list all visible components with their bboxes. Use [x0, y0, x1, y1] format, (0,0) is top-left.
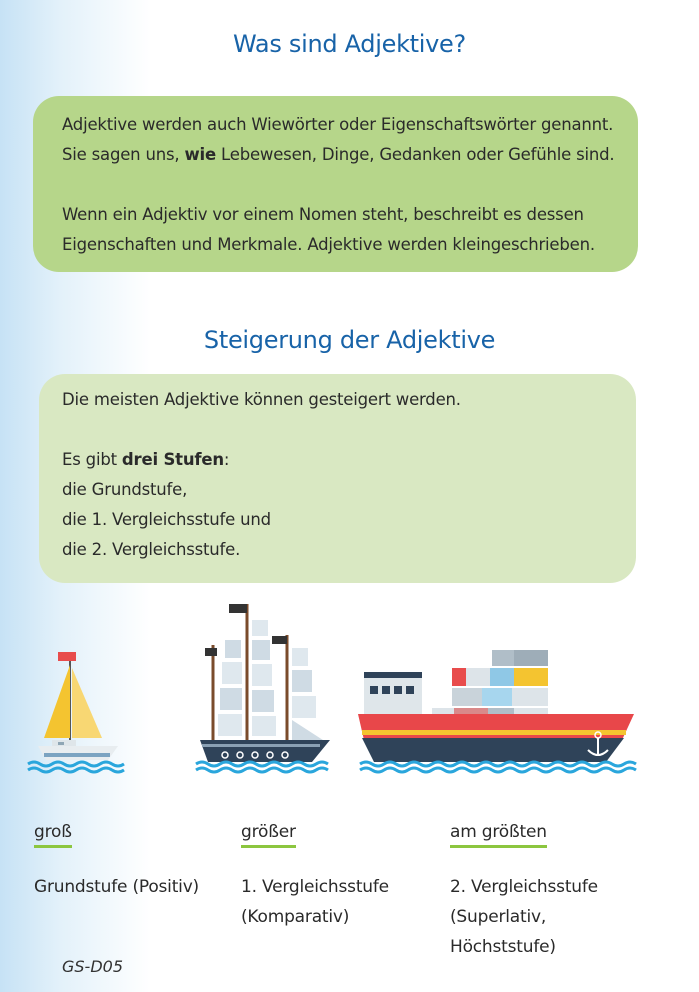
definition-box: [33, 96, 638, 272]
description-line: (Superlativ,: [450, 907, 547, 927]
comparison-line: Die meisten Adjektive können gesteigert werden.: [62, 390, 461, 409]
comparative-word: größer: [241, 820, 296, 848]
comparison-line: die Grundstufe,: [62, 480, 188, 499]
description-line: 1. Vergleichsstufe: [241, 877, 389, 897]
description-line: (Komparativ): [241, 907, 350, 927]
superlative-column: [450, 820, 650, 962]
text-span: Es gibt: [62, 450, 122, 469]
section-title: Steigerung der Adjektive: [203, 326, 496, 354]
definition-line: Wenn ein Adjektiv vor einem Nomen steht, beschreibt es dessen: [62, 205, 584, 224]
comparison-line: [62, 445, 636, 475]
comparison-line: die 2. Vergleichsstufe.: [62, 540, 241, 559]
definition-line: Eigenschaften und Merkmale. Adjektive werden kleingeschrieben.: [62, 235, 595, 254]
superlative-description: [450, 872, 650, 962]
ships-illustration: [0, 596, 699, 786]
positive-column: [34, 820, 234, 902]
container-ship-icon: [358, 650, 636, 772]
text-span: :: [223, 450, 230, 469]
text-span: Sie sagen uns,: [62, 145, 185, 164]
bold-word: wie: [184, 145, 216, 164]
tall-ship-icon: [196, 604, 330, 772]
comparison-line: die 1. Vergleichsstufe und: [62, 510, 271, 529]
description-line: Grundstufe (Positiv): [34, 877, 199, 897]
document-code: GS-D05: [62, 957, 124, 976]
sailboat-icon: [28, 652, 124, 772]
comparative-column: [241, 820, 441, 932]
positive-description: [34, 872, 234, 902]
text-span: Lebewesen, Dinge, Gedanken oder Gefühle sind.: [216, 145, 615, 164]
definition-line: Adjektive werden auch Wiewörter oder Eigenschaftswörter genannt.: [62, 115, 614, 134]
bold-word: drei Stufen: [121, 450, 224, 469]
description-line: Höchststufe): [450, 937, 556, 957]
positive-word: groß: [34, 820, 72, 848]
description-line: 2. Vergleichsstufe: [450, 877, 598, 897]
page-title: Was sind Adjektive?: [233, 30, 466, 58]
comparison-box: [39, 374, 636, 583]
comparative-description: [241, 872, 441, 932]
definition-line: [62, 140, 638, 170]
superlative-word: am größten: [450, 820, 547, 848]
